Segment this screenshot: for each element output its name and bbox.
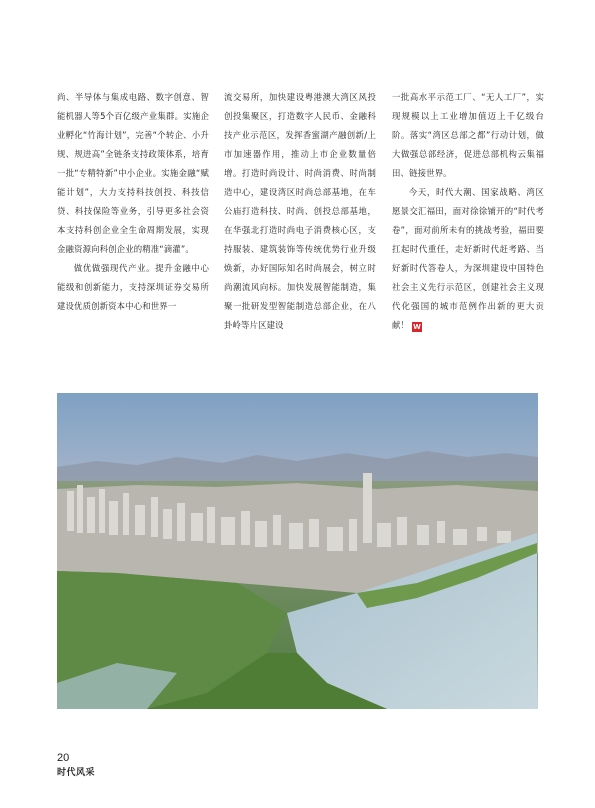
paragraph: 流交易所，加快建设粤港澳大湾区风投创投集聚区，打造数字人民币、金融科技产业示范区，发挥香蜜湖产融创新/上市加速器作用，推动上市企业数量倍增。打造时尚设计、时尚消费、时尚制造中心，建设湾区时尚总部基地，在车公庙打造科技、时尚、创投总部基地，在华强北打造时尚电子消费核心区，支持服装、建筑装饰等传统优势行业升级焕新，办好国际知名时尚展会，树立时尚潮流风向标。加快发展智能制造，集聚一批研发型智能制造总部企业，在八卦岭等片区建设	[224, 92, 376, 330]
end-of-article-mark: W	[413, 323, 421, 331]
text-column-1	[57, 88, 209, 316]
text-column-2	[224, 88, 376, 335]
magazine-logo: 时代风采	[57, 768, 96, 778]
text-column-3	[392, 88, 544, 335]
paragraph: 做优做强现代产业。提升金融中心能级和创新能力，支持深圳证券交易所建设优质创新资本中心和世界一	[57, 263, 209, 311]
page-number: 20	[57, 752, 70, 764]
paragraph-text: 今天，时代大潮、国家战略、湾区愿景交汇福田，面对徐徐铺开的“时代考卷”，面对前所未有的挑战考验，福田要扛起时代重任，走好新时代赶考路、当好新时代答卷人，为深圳建设中国特色社会主义先行示范区，创建社会主义现代化强国的城市范例作出新的更大贡献！	[392, 187, 544, 330]
paragraph: 尚、半导体与集成电路、数字创意、智能机器人等5个百亿级产业集群。实施企业孵化“竹海计划”，完善“个转企、小升规、规进高”全链条支持政策体系，培育一批“专精特新”中小企业。实施金融“赋能计划”，大力支持科技创投、科技信贷、科技保险等业务，引导更多社会资本支持科创企业全生命周期发展，实现金融资源向科创企业的精准“滴灌”。	[57, 92, 209, 254]
paragraph-closing	[392, 183, 544, 335]
aerial-city-photo	[57, 393, 538, 709]
paragraph: 一批高水平示范工厂、“无人工厂”，实现规模以上工业增加值迈上千亿级台阶。落实“湾区总部之都”行动计划，做大做强总部经济，促进总部机构云集福田、链接世界。	[392, 92, 544, 178]
